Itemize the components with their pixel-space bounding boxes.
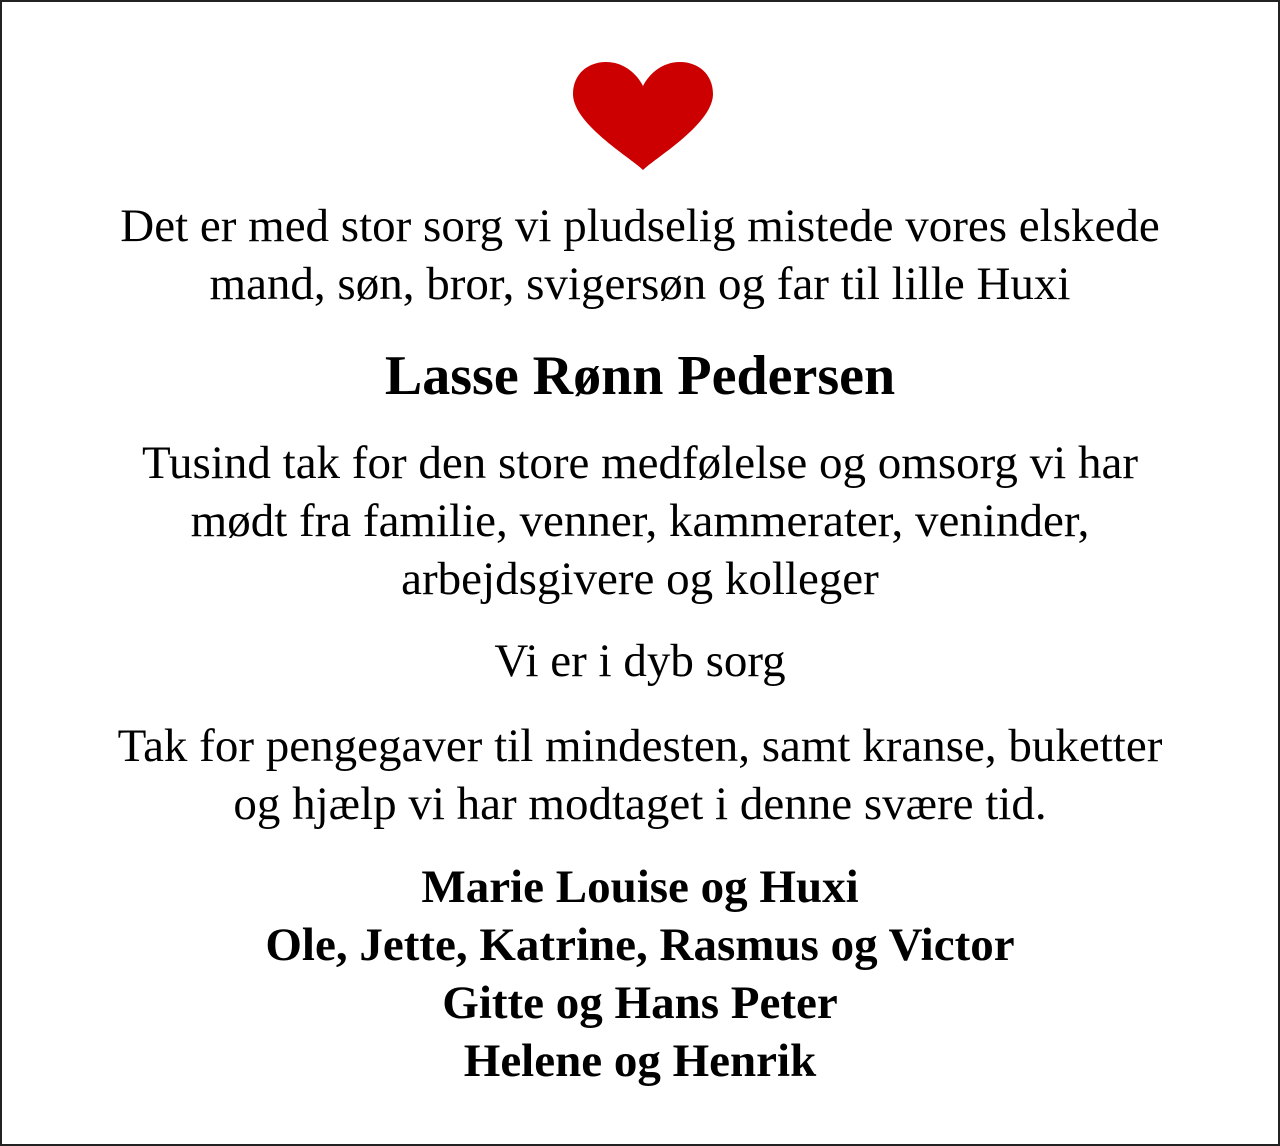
gifts-line-1: Tak for pengegaver til mindesten, samt kranse, buketter: [117, 720, 1163, 772]
thanks-line-3: arbejdsgivere og kolleger: [401, 553, 879, 605]
thanks-line-1: Tusind tak for den store medfølelse og omsorg vi har: [141, 437, 1139, 489]
signature-line: Gitte og Hans Peter: [442, 977, 838, 1029]
deceased-name: Lasse Rønn Pedersen: [384, 345, 896, 407]
thanks-line-2: mødt fra familie, venner, kammerater, veninder,: [190, 495, 1090, 547]
intro-line-1: Det er med stor sorg vi pludselig mistede vores elskede: [120, 200, 1160, 252]
grief-line: Vi er i dyb sorg: [494, 635, 786, 687]
gifts-line-2: og hjælp vi har modtaget i denne svære tid.: [233, 778, 1047, 830]
heart-icon: [571, 60, 715, 172]
intro-line-2: mand, søn, bror, svigersøn og far til lille Huxi: [209, 258, 1071, 310]
signature-line: Ole, Jette, Katrine, Rasmus og Victor: [265, 919, 1015, 971]
signature-line: Helene og Henrik: [463, 1035, 817, 1087]
signature-line: Marie Louise og Huxi: [421, 861, 859, 913]
